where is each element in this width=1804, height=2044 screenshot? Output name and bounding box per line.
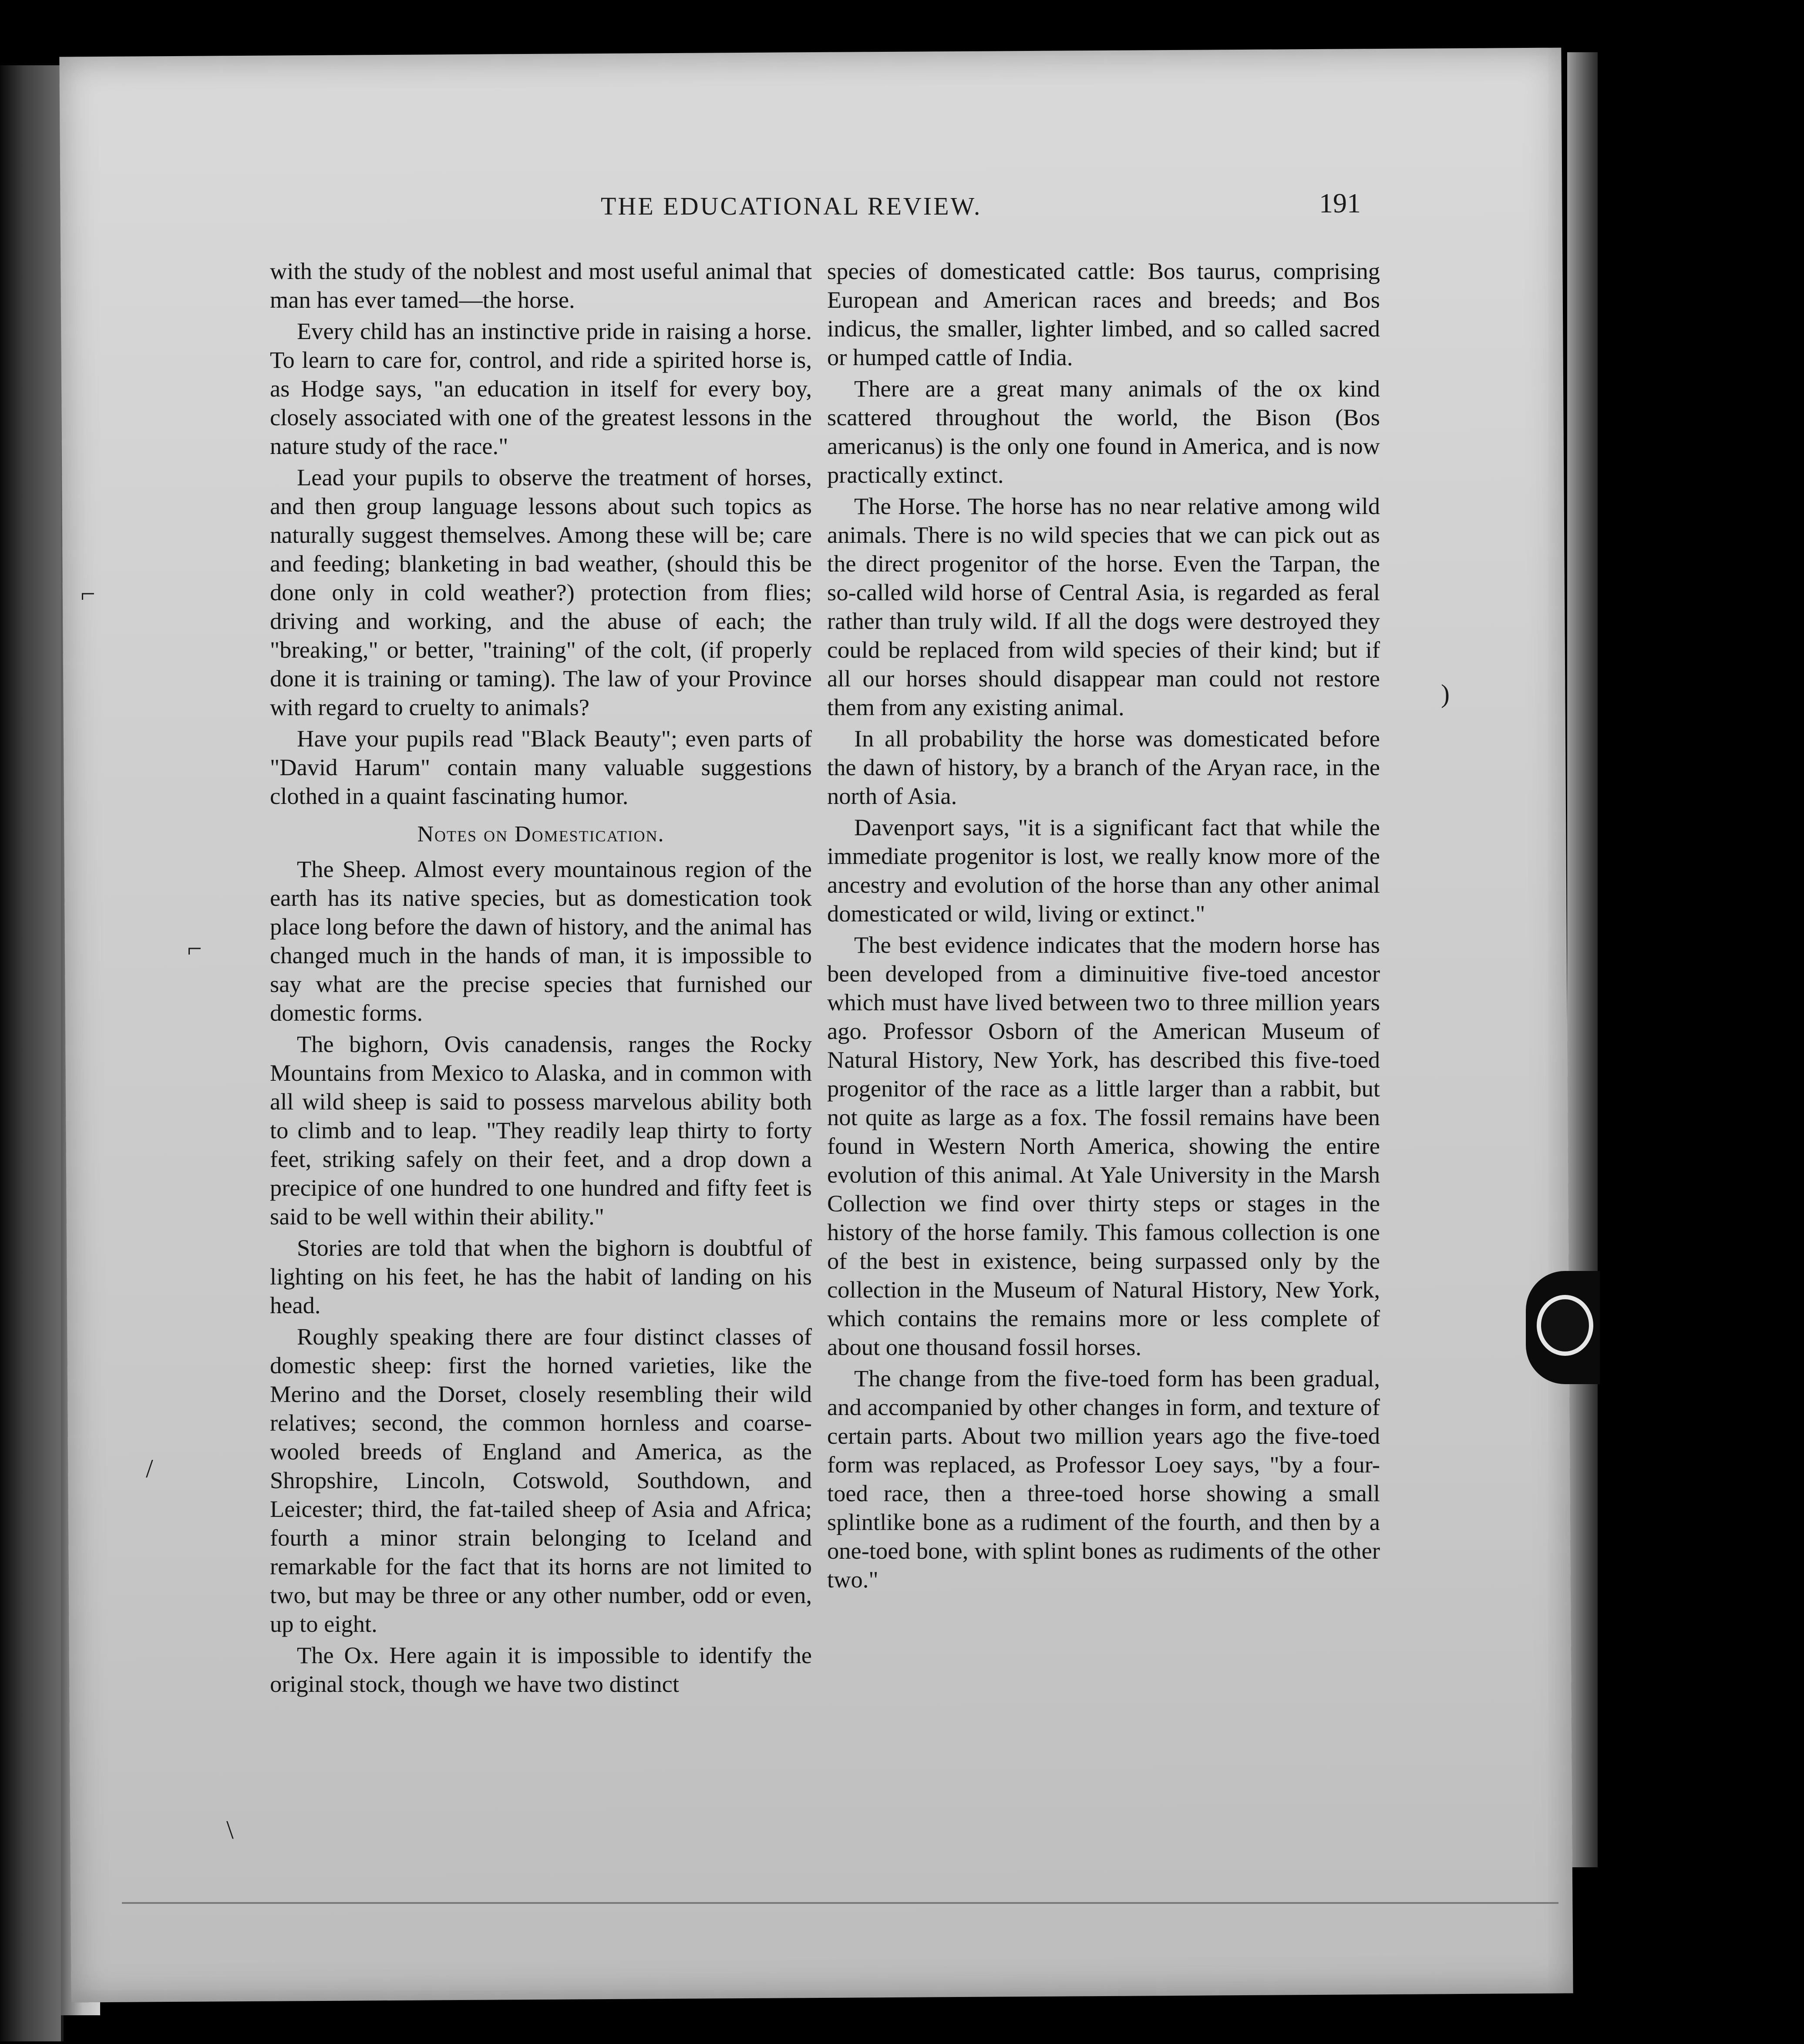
section-heading: Notes on Domestication. [417,822,665,847]
margin-mark: / [146,1454,153,1483]
paragraph: In all probability the horse was domesticated before the dawn of history, by a branch of the Aryan race, in the north of Asia. [827,725,1380,809]
paragraph: with the study of the noblest and most useful animal that man has ever tamed—the horse. [270,258,812,313]
margin-mark: \ [226,1815,234,1844]
paragraph: Stories are told that when the bighorn is doubtful of lighting on his feet, he has the habit of landing on his head. [270,1234,812,1318]
paragraph: The Ox. Here again it is impossible to identify the original stock, though we have two distinct [270,1642,812,1697]
facing-page-edge [0,65,64,2041]
margin-mark: ⌐ [187,934,202,963]
paragraph: The Sheep. Almost every mountainous region of the earth has its native species, but as domestication took place long before the dawn of history, and the animal has changed much in the hands of man, it is impossible to say what are the precise species that furnished our domestic forms. [270,856,812,1026]
left-column [270,257,812,1701]
margin-mark: ) [1441,679,1450,708]
page-number: 191 [1319,188,1361,219]
running-title: THE EDUCATIONAL REVIEW. [601,192,982,220]
paragraph: The change from the five-toed form has been gradual, and accompanied by other changes in form, and texture of certain parts. About two million years ago the five-toed form was replaced, as Professor Loey says, "by a four-toed race, then a three-toed horse showing a small splintlike bone as a rudiment of the fourth, and then by a one-toed bone, with splint bones as rudiments of the other two." [827,1365,1380,1593]
paragraph: The Horse. The horse has no near relative among wild animals. There is no wild species that we can pick out as the direct progenitor of the horse. Even the Tarpan, the so-called wild horse of Central Asia, is regarded as feral rather than truly wild. If all the dogs were destroyed they could be replaced from wild species of their kind; but if all our horses should disappear man could not restore them from any existing animal. [827,493,1380,720]
page-right-edge [1567,52,1598,1867]
paragraph: Roughly speaking there are four distinct classes of domestic sheep: first the horned varieties, like the Merino and the Dorset, closely resembling their wild relatives; second, the common hornless and coarse-wooled breeds of England and America, as the Shropshire, Lincoln, Cotswold, Southdown, and Leicester; third, the fat-tailed sheep of Asia and Africa; fourth a minor strain belonging to Iceland and remarkable for the fact that its horns are not limited to two, but may be three or any other number, odd or even, up to eight. [270,1323,812,1637]
paragraph: Every child has an instinctive pride in raising a horse. To learn to care for, control, and ride a spirited horse is, as Hodge says, "an education in itself for every boy, closely associated with one of the greatest lessons in the nature study of the race." [270,318,812,459]
paragraph: species of domesticated cattle: Bos taurus, comprising European and American races and breeds; and Bos indicus, the smaller, lighter limbed, and so called sacred or humped cattle of India. [827,258,1380,370]
paragraph: Lead your pupils to observe the treatment of horses, and then group language lessons about such topics as naturally suggest themselves. Among these will be; care and feeding; blanketing in bad weather, (should this be done only in cold weather?) protection from flies; driving and working, and the abuse of each; the "breaking," or better, "training" of the colt, (if properly done it is training or taming). The law of your Province with regard to cruelty to animals? [270,464,812,720]
paragraph: There are a great many animals of the ox kind scattered throughout the world, the Bison (Bos americanus) is the only one found in America, and is now practically extinct. [827,375,1380,488]
paragraph: The best evidence indicates that the modern horse has been developed from a diminuitive five-toed ancestor which must have lived between two to three million years ago. Professor Osborn of the American Museum of Natural History, New York, has described this five-toed progenitor of the race as a little larger than a rabbit, but not quite as large as a fox. The fossil remains have been found in Western North America, showing the entire evolution of this animal. At Yale University in the Marsh Collection we find over thirty steps or stages in the history of the horse family. This famous collection is one of the best in existence, being surpassed only by the collection in the Museum of Natural History, New York, which contains the remains more or less complete of about one thousand fossil horses. [827,931,1380,1360]
paragraph: Davenport says, "it is a significant fact that while the immediate progenitor is lost, we really know more of the ancestry and evolution of the horse than any other animal domesticated or wild, living or extinct." [827,814,1380,927]
margin-mark: ⌐ [81,579,95,608]
right-column [827,257,1380,1597]
page-bottom-edge [122,1902,1558,1934]
book-clip-ring [1537,1295,1593,1356]
paragraph: Have your pupils read "Black Beauty"; even parts of "David Harum" contain many valuable suggestions clothed in a quaint fascinating humor. [270,725,812,809]
paragraph: The bighorn, Ovis canadensis, ranges the Rocky Mountains from Mexico to Alaska, and in common with all wild sheep is said to possess marvelous ability both to climb and to leap. "They readily leap thirty to forty feet, striking safely on their feet, and a drop down a precipice of one hundred to one hundred and fifty feet is said to be well within their ability." [270,1031,812,1230]
